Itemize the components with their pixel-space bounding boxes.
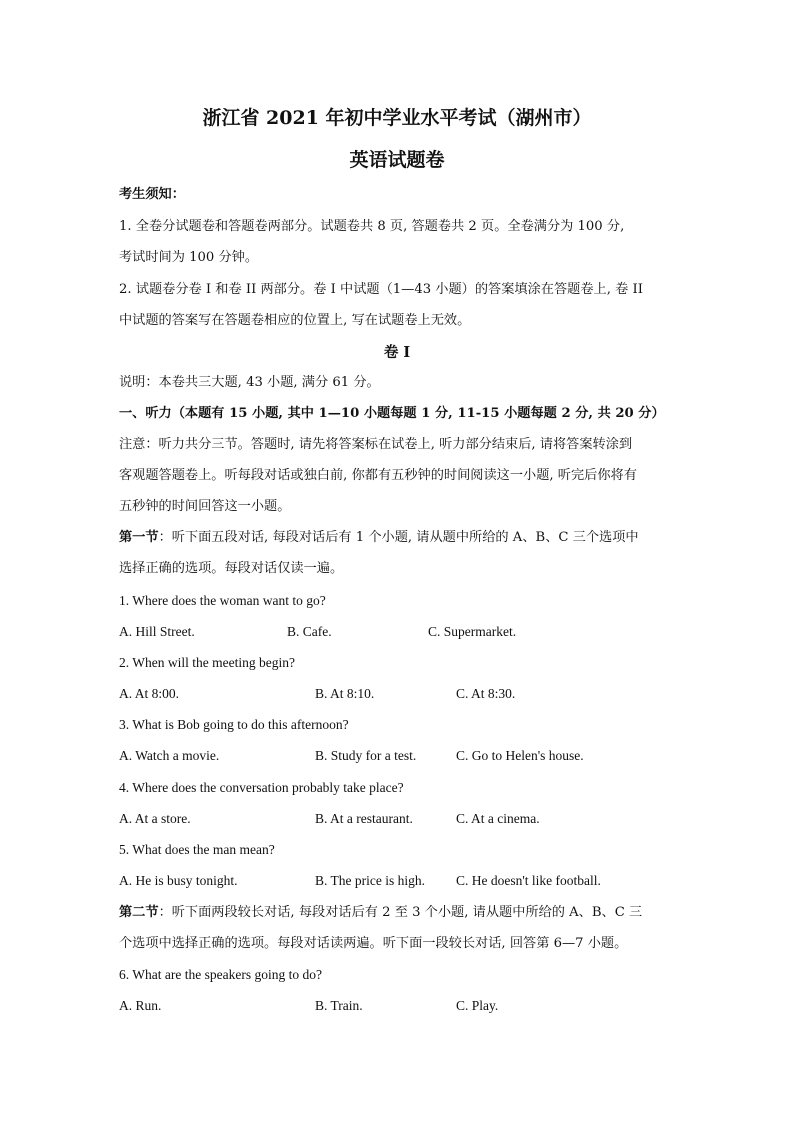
section-2-instruction-line-2: 个选项中选择正确的选项。每段对话读两遍。听下面一段较长对话, 回答第 6—7 小题。 — [119, 936, 628, 951]
question-5-option-c: C. He doesn't like football. — [456, 873, 601, 888]
question-1-option-a: A. Hill Street. — [119, 624, 195, 639]
notice-heading: 考生须知： — [119, 187, 185, 202]
question-3-option-a: A. Watch a movie. — [119, 748, 220, 763]
question-4: 4. Where does the conversation probably take place? — [119, 780, 404, 795]
notice-item-1-line-1: 1. 全卷分试题卷和答题卷两部分。试题卷共 8 页, 答题卷共 2 页。全卷满分为 100 分, — [119, 219, 625, 234]
question-2-option-c: C. At 8:30. — [456, 686, 516, 701]
question-4-option-b: B. At a restaurant. — [315, 811, 413, 826]
section-2-text: ：听下面两段较长对话, 每段对话后有 2 至 3 个小题, 请从题中所给的 A、B、C 三 — [158, 905, 643, 920]
notice-item-2-line-2: 中试题的答案写在答题卷相应的位置上, 写在试题卷上无效。 — [119, 313, 471, 328]
question-6-option-a: A. Run. — [119, 998, 162, 1013]
question-2-option-b: B. At 8:10. — [315, 686, 375, 701]
question-6-option-b: B. Train. — [315, 998, 363, 1013]
question-3: 3. What is Bob going to do this afternoon? — [119, 717, 349, 732]
section-1-instruction — [119, 530, 639, 546]
section-2-instruction — [119, 905, 642, 921]
section-1-text: ：听下面五段对话, 每段对话后有 1 个小题, 请从题中所给的 A、B、C 三个选项中 — [158, 530, 639, 545]
section-2-label: 第二节 — [119, 905, 159, 920]
question-4-option-c: C. At a cinema. — [456, 811, 540, 826]
listening-note-line-2: 客观题答题卷上。听每段对话或独白前, 你都有五秒钟的时间阅读这一小题, 听完后你将有 — [119, 468, 637, 483]
exam-title: 浙江省 2021 年初中学业水平考试（湖州市） — [202, 107, 592, 129]
notice-item-2-line-1: 2. 试题卷分卷 I 和卷 II 两部分。卷 I 中试题（1—43 小题）的答案填涂在答题卷上, 卷 II — [119, 282, 643, 297]
volume-description: 说明：本卷共三大题, 43 小题, 满分 61 分。 — [119, 375, 380, 390]
volume-heading: 卷 I — [383, 344, 411, 361]
question-6: 6. What are the speakers going to do? — [119, 967, 322, 982]
question-2-option-a: A. At 8:00. — [119, 686, 180, 701]
notice-item-1-line-2: 考试时间为 100 分钟。 — [119, 250, 259, 265]
question-1: 1. Where does the woman want to go? — [119, 593, 326, 608]
question-1-option-b: B. Cafe. — [287, 624, 332, 639]
question-1-option-c: C. Supermarket. — [428, 624, 517, 639]
question-5-option-a: A. He is busy tonight. — [119, 873, 238, 888]
question-2: 2. When will the meeting begin? — [119, 655, 295, 670]
listening-note-line-1: 注意：听力共分三节。答题时, 请先将答案标在试卷上, 听力部分结束后, 请将答案转涂到 — [119, 437, 633, 452]
question-5: 5. What does the man mean? — [119, 842, 275, 857]
listening-heading: 一、听力（本题有 15 小题, 其中 1—10 小题每题 1 分, 11-15 小题每题 2 分, 共 20 分） — [119, 406, 665, 421]
section-1-label: 第一节 — [119, 530, 159, 545]
question-6-option-c: C. Play. — [456, 998, 499, 1013]
question-4-option-a: A. At a store. — [119, 811, 191, 826]
section-1-instruction-line-2: 选择正确的选项。每段对话仅读一遍。 — [119, 561, 344, 576]
question-3-option-c: C. Go to Helen's house. — [456, 748, 584, 763]
question-3-option-b: B. Study for a test. — [315, 748, 417, 763]
listening-note-line-3: 五秒钟的时间回答这一小题。 — [119, 499, 291, 514]
exam-subtitle: 英语试题卷 — [349, 149, 445, 171]
question-5-option-b: B. The price is high. — [315, 873, 425, 888]
